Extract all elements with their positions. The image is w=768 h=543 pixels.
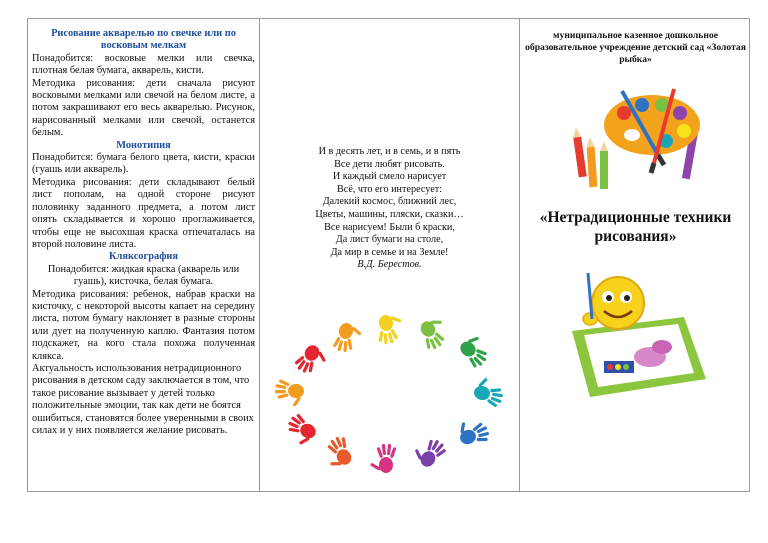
- poem-line: Все дети любят рисовать.: [334, 158, 445, 170]
- pencil-icon: [572, 127, 587, 178]
- smiley-face-icon: [583, 273, 644, 329]
- handprint-icon: [455, 415, 491, 450]
- right-column: [520, 19, 751, 491]
- organization-name: муниципальное казенное дошкольное образовательное учреждение детский сад «Золотая рыбка»: [525, 30, 746, 65]
- handprint-icon: [332, 321, 363, 354]
- brochure-frame: [27, 18, 750, 492]
- poem-line: И в десять лет, и в семь, и в пять: [318, 146, 461, 157]
- section-wax-method: Методика рисования: дети сначала рисуют восковыми мелками или свечой на белом листе, а потом закрашивают его весь акварелью. Рисунок, нарисованный мелками или свечой, останется белым.: [32, 77, 255, 139]
- handprint-icon: [472, 375, 507, 408]
- poem: [260, 146, 519, 272]
- section-monotype-method: Методика рисования: дети складывают белый лист пополам, на одной стороне рисуют половинку заданного предмета, а потом лист опять складывается и хорошо проглаживается, чтобы еще не высохшая краска отпечаталась на второй половине листа.: [32, 176, 255, 250]
- handprint-icon: [292, 341, 330, 380]
- pencil-icon: [600, 141, 608, 189]
- handprints-illustration: [282, 315, 502, 475]
- section-heading-blotography: Кляксография: [108, 251, 178, 263]
- section-blotography-materials: Понадобится: жидкая краска (акварель или гуашь), кисточка, белая бумага.: [47, 263, 240, 288]
- middle-column: [260, 19, 520, 491]
- poem-line: Цветы, машины, пляски, сказки…: [315, 208, 464, 220]
- handprint-icon: [415, 314, 453, 353]
- section-blotography-method: Методика рисования: ребенок, набрав краски на кисточку, с некоторой высоты капает на середину листа, потом бумагу наклоняет в разные стороны или дует на полученную каплю. Фантазия потом подскажет, на кого стала похожа полученная клякса.: [32, 288, 255, 362]
- section-wax-materials: Понадобится: восковые мелки или свечка, плотная белая бумага, акварель, кисти.: [32, 52, 255, 77]
- handprint-icon: [282, 411, 321, 449]
- drawing-board-icon: [572, 317, 706, 397]
- left-column: [28, 19, 260, 491]
- section-heading-wax: Рисование акварелью по свечке или по восковым мелкам: [51, 28, 236, 52]
- poem-line: Все нарисуем! Были б краски,: [324, 221, 455, 233]
- handprint-icon: [370, 444, 397, 473]
- poem-line: Всё, что его интересует:: [337, 183, 442, 195]
- handprint-icon: [374, 312, 405, 345]
- brochure-title: «Нетрадиционные техники рисования»: [539, 209, 732, 245]
- poem-line: И каждый смело нарисует: [332, 171, 447, 183]
- poem-line: Да мир в семье и на Земле!: [330, 246, 449, 258]
- smiley-painter-illustration: [560, 269, 710, 399]
- poem-line: Да лист бумаги на столе,: [335, 234, 444, 246]
- section-monotype-materials: Понадобится: бумага белого цвета, кисти, краски (гуашь или акварель).: [32, 152, 255, 176]
- handprint-icon: [410, 433, 448, 472]
- relevance-paragraph: Актуальность использования нетрадиционного рисования в детском саду заключается в том, что такое рисование вызывает у детей только положительные эмоции, так как дети не боятся ошибиться, становятся более уверенными в своих силах и у них появляется желание рисовать.: [32, 362, 254, 436]
- poem-author: В.Д. Берестов.: [357, 259, 422, 271]
- poem-line: Далекий космос, ближний лес,: [322, 196, 457, 208]
- section-heading-monotype: Монотипия: [116, 139, 171, 151]
- handprint-icon: [320, 433, 358, 472]
- palette-pencils-illustration: [562, 85, 712, 195]
- handprint-icon: [274, 379, 305, 408]
- handprint-icon: [455, 332, 494, 371]
- pencil-icon: [586, 137, 597, 187]
